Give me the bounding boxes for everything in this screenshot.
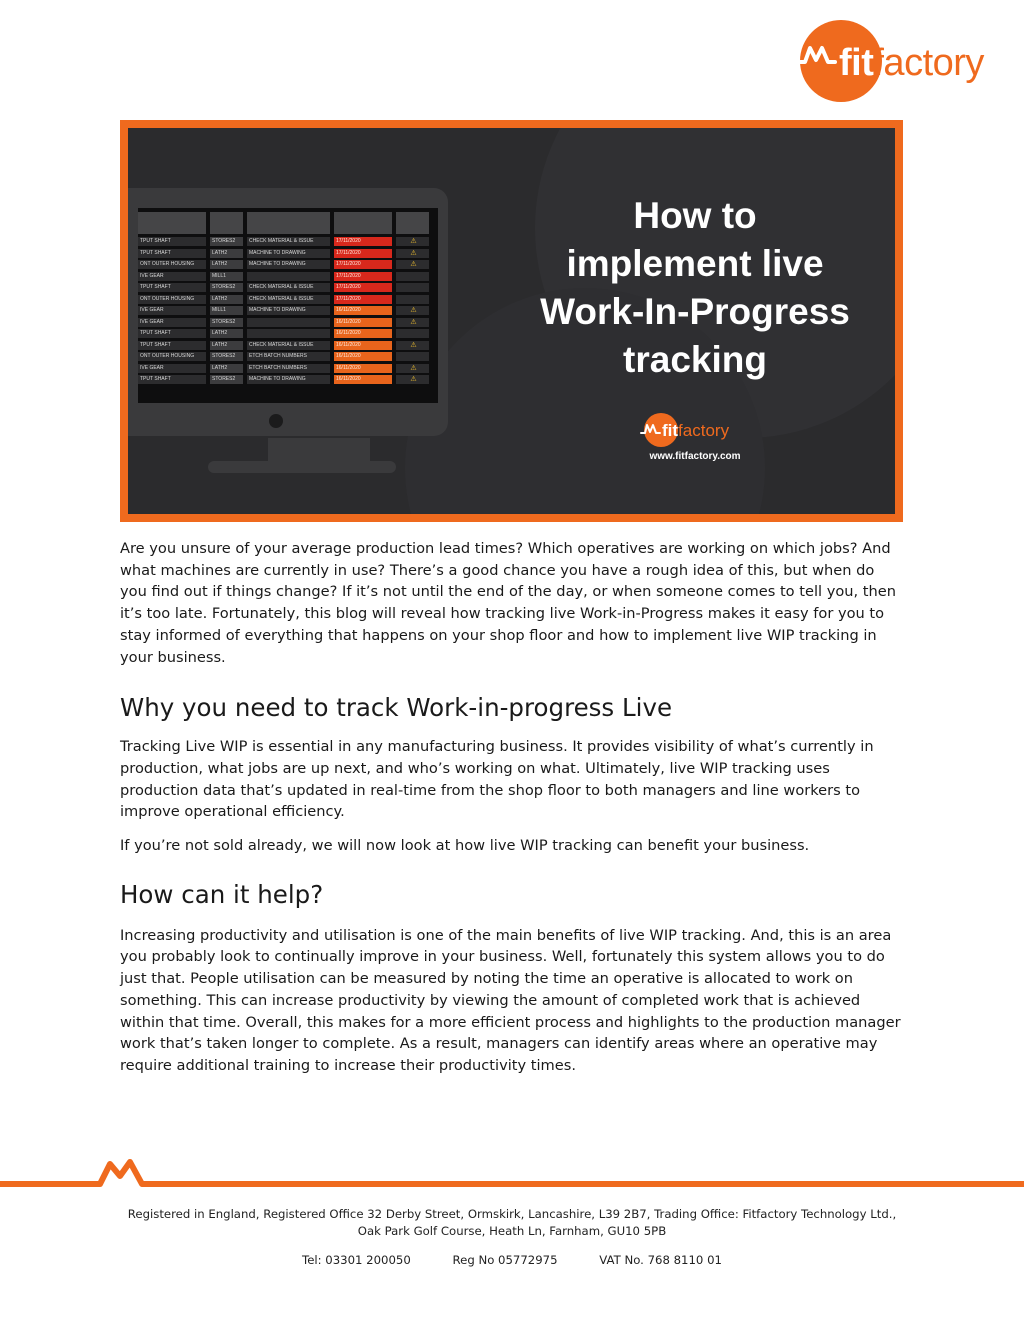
dashboard-row [138, 351, 438, 363]
row-part: TPUT SHAFT [138, 283, 206, 292]
article-body [120, 538, 905, 1077]
banner-inner [128, 128, 895, 514]
footer-address-line: Registered in England, Registered Office 32 Derby Street, Ormskirk, Lancashire, L39 2B7, Trading Office: Fitfactory Technology Ltd., [127, 1207, 897, 1221]
header-cell [138, 212, 206, 234]
logo-wordmark: fitfactory [839, 42, 984, 84]
paragraph: If you’re not sold already, we will now look at how live WIP tracking can benefit your business. [120, 837, 810, 855]
row-part: TPUT SHAFT [138, 249, 206, 258]
footer-contacts [0, 1253, 1024, 1267]
dashboard-row [138, 363, 438, 375]
fitfactory-logo[interactable] [795, 20, 1005, 110]
banner-url: www.fitfactory.com [649, 451, 741, 462]
wip-dashboard-screen [138, 208, 438, 403]
row-station: MILL1 [210, 272, 243, 281]
dashboard-row [138, 374, 438, 386]
footer-address [110, 1206, 914, 1240]
row-date: 16/11/2020 [334, 375, 392, 384]
dashboard-row [138, 328, 438, 340]
row-operation: MACHINE TO DRAWING [247, 249, 330, 258]
row-operation: MACHINE TO DRAWING [247, 375, 330, 384]
footer-address-line: Oak Park Golf Course, Heath Ln, Farnham, GU10 5PB [357, 1224, 667, 1238]
row-part: ONT OUTER HOUSING [138, 260, 206, 269]
row-date: 17/11/2020 [334, 260, 392, 269]
footer-divider-wave [0, 1158, 1024, 1188]
warning-icon [396, 283, 429, 292]
footer-tel: Tel: 03301 200050 [302, 1253, 411, 1267]
row-date: 17/11/2020 [334, 249, 392, 258]
header-cell [247, 212, 330, 234]
warning-icon: ⚠ [396, 341, 429, 350]
dashboard-row [138, 317, 438, 329]
paragraph: Tracking Live WIP is essential in any manufacturing business. It provides visibility of what’s currently in production, what jobs are up next, and who’s working on what. Ultimately, live WIP tracking uses production data that’s updated in real-time from the shop floor to both managers and line workers to improve operational efficiency. [120, 738, 874, 821]
row-date: 17/11/2020 [334, 237, 392, 246]
hero-banner [120, 120, 903, 522]
banner-title-line: Work-In-Progress [540, 291, 850, 332]
banner-title-line: implement live [566, 243, 824, 284]
row-operation: MACHINE TO DRAWING [247, 306, 330, 315]
section-heading-why: Why you need to track Work-in-progress Live [120, 693, 673, 723]
banner-title-line: tracking [623, 339, 767, 380]
row-operation: CHECK MATERIAL & ISSUE [247, 283, 330, 292]
warning-icon: ⚠ [396, 318, 429, 327]
row-station: STORES2 [210, 237, 243, 246]
dashboard-row [138, 259, 438, 271]
row-operation [247, 318, 330, 327]
row-part: IVE GEAR [138, 306, 206, 315]
paragraph: Increasing productivity and utilisation is one of the main benefits of live WIP tracking. And, this is an area you probably look to continually improve in your business. Well, fortunately this system allows you to do just that. People utilisation can be measured by noting the time an operative is allocated to work on something. This can increase productivity by viewing the amount of completed work that is achieved within that time. Overall, this makes for a more efficient process and highlights to the production manager work that’s taken longer to complete. As a result, managers can identify areas where an operative may require additional training to increase their productivity times. [120, 926, 901, 1074]
header-cell [334, 212, 392, 234]
row-station: LATH2 [210, 295, 243, 304]
warning-icon [396, 329, 429, 338]
row-operation: ETCH BATCH NUMBERS [247, 364, 330, 373]
dashboard-row [138, 294, 438, 306]
row-station: LATH2 [210, 329, 243, 338]
banner-title [500, 192, 890, 384]
row-part: IVE GEAR [138, 318, 206, 327]
dashboard-row [138, 271, 438, 283]
row-station: LATH2 [210, 341, 243, 350]
row-part: TPUT SHAFT [138, 375, 206, 384]
warning-icon: ⚠ [396, 306, 429, 315]
logo-wave-icon [795, 42, 845, 68]
dashboard-row [138, 248, 438, 260]
row-station: STORES2 [210, 375, 243, 384]
warning-icon [396, 272, 429, 281]
row-station: LATH2 [210, 249, 243, 258]
row-part: TPUT SHAFT [138, 341, 206, 350]
row-date: 17/11/2020 [334, 272, 392, 281]
warning-icon: ⚠ [396, 375, 429, 384]
row-station: MILL1 [210, 306, 243, 315]
row-part: ONT OUTER HOUSING [138, 352, 206, 361]
monitor-power-dot [269, 414, 283, 428]
row-operation: CHECK MATERIAL & ISSUE [247, 295, 330, 304]
banner-logo-wordmark: fitfactory [662, 421, 730, 440]
dashboard-row [138, 340, 438, 352]
footer-reg: Reg No 05772975 [452, 1253, 558, 1267]
row-date: 17/11/2020 [334, 295, 392, 304]
banner-logo [640, 413, 760, 453]
row-operation: MACHINE TO DRAWING [247, 260, 330, 269]
row-station: STORES2 [210, 318, 243, 327]
row-date: 16/11/2020 [334, 341, 392, 350]
row-station: STORES2 [210, 283, 243, 292]
dashboard-header [138, 208, 438, 236]
row-part: ONT OUTER HOUSING [138, 295, 206, 304]
row-date: 16/11/2020 [334, 352, 392, 361]
row-date: 16/11/2020 [334, 329, 392, 338]
warning-icon: ⚠ [396, 364, 429, 373]
row-operation: CHECK MATERIAL & ISSUE [247, 341, 330, 350]
warning-icon: ⚠ [396, 237, 429, 246]
warning-icon [396, 352, 429, 361]
row-part: IVE GEAR [138, 364, 206, 373]
header-cell [210, 212, 243, 234]
warning-icon [396, 295, 429, 304]
row-date: 16/11/2020 [334, 306, 392, 315]
dashboard-rows [138, 236, 438, 386]
row-date: 17/11/2020 [334, 283, 392, 292]
row-station: LATH2 [210, 260, 243, 269]
monitor-illustration [128, 188, 448, 436]
row-part: TPUT SHAFT [138, 329, 206, 338]
dashboard-row [138, 282, 438, 294]
row-operation: ETCH BATCH NUMBERS [247, 352, 330, 361]
header-cell [396, 212, 429, 234]
row-part: TPUT SHAFT [138, 237, 206, 246]
row-date: 16/11/2020 [334, 364, 392, 373]
banner-logo-wave-icon [640, 422, 664, 436]
warning-icon: ⚠ [396, 249, 429, 258]
dashboard-row [138, 305, 438, 317]
monitor-stand-base [208, 461, 396, 473]
banner-title-line: How to [633, 195, 757, 236]
row-part: IVE GEAR [138, 272, 206, 281]
row-operation: CHECK MATERIAL & ISSUE [247, 237, 330, 246]
warning-icon: ⚠ [396, 260, 429, 269]
intro-paragraph: Are you unsure of your average production lead times? Which operatives are working on which jobs? And what machines are currently in use? There’s a good chance you have a rough idea of this, but when do you find out if things change? If it’s not until the end of the day, or when someone comes to tell you, then it’s too late. Fortunately, this blog will reveal how tracking live Work-in-Progress makes it easy for you to stay informed of everything that happens on your shop floor and how to implement live WIP tracking in your business. [120, 540, 896, 666]
row-operation [247, 329, 330, 338]
row-station: STORES2 [210, 352, 243, 361]
section-heading-help: How can it help? [120, 879, 324, 909]
dashboard-row [138, 236, 438, 248]
row-operation [247, 272, 330, 281]
row-station: LATH2 [210, 364, 243, 373]
row-date: 16/11/2020 [334, 318, 392, 327]
footer-vat: VAT No. 768 8110 01 [599, 1253, 722, 1267]
